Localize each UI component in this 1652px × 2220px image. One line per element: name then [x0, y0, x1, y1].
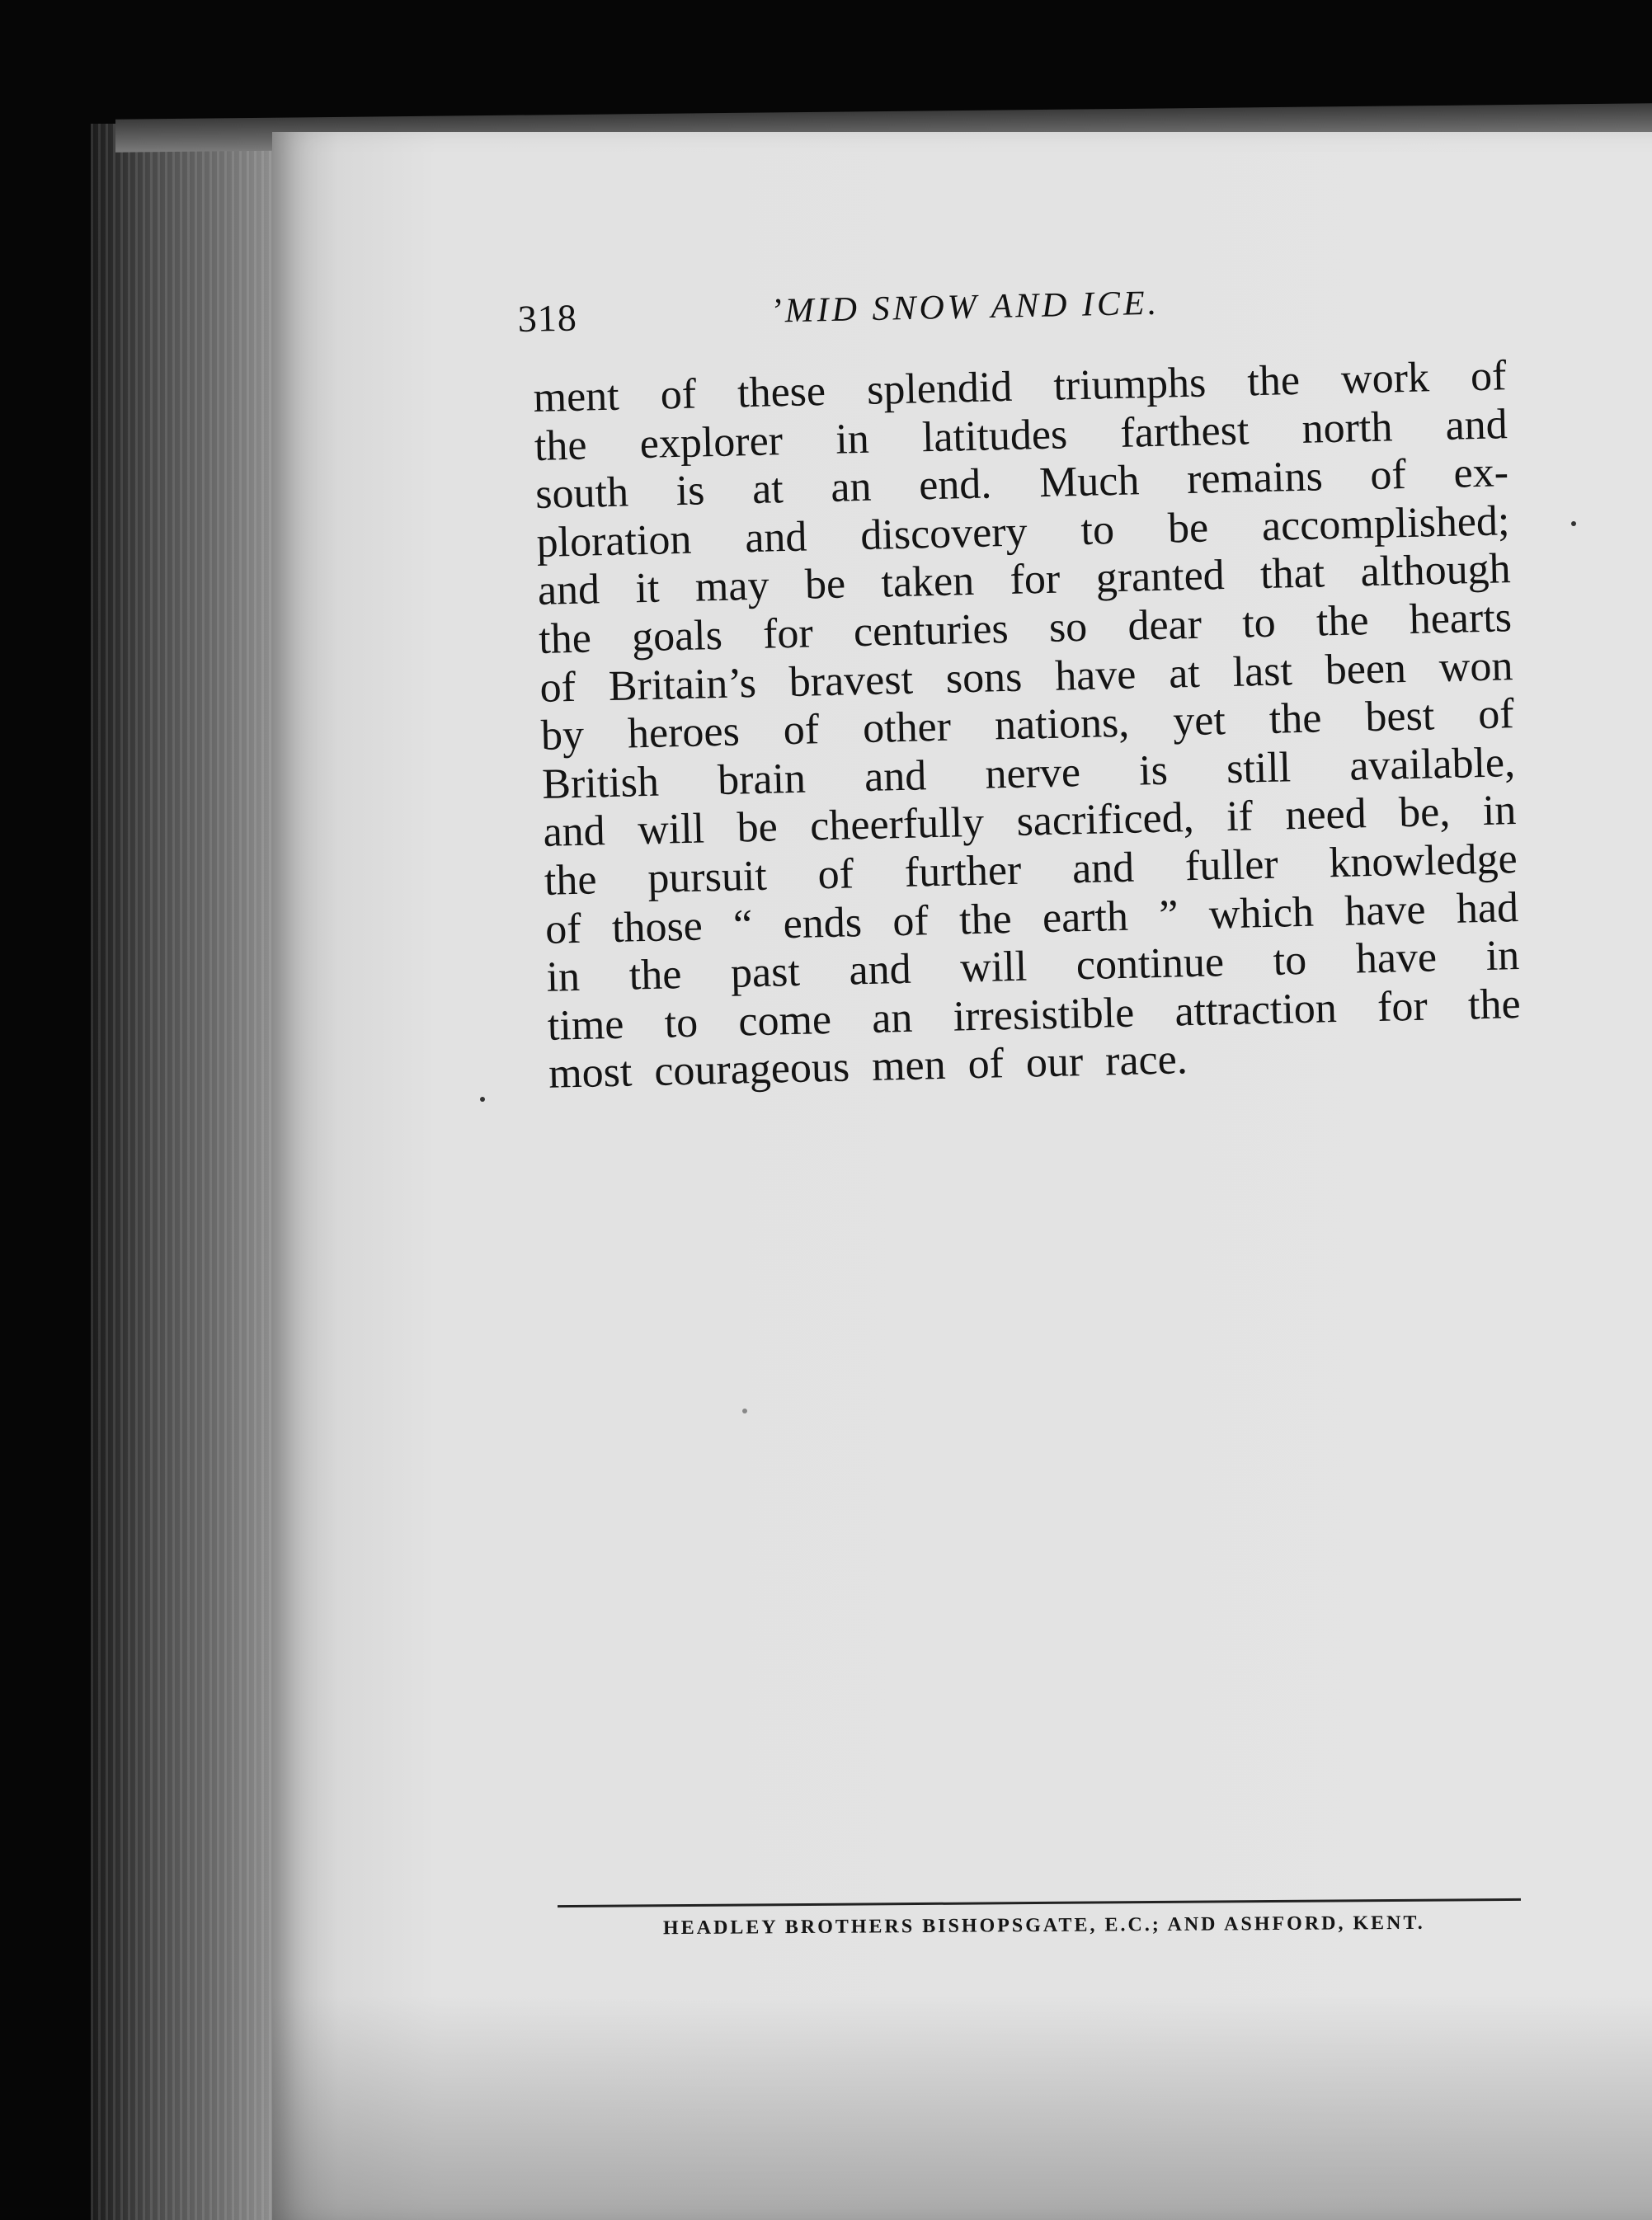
- word: ex-: [1452, 449, 1509, 497]
- word: and: [542, 807, 606, 857]
- word: for: [1009, 555, 1061, 604]
- word: may: [694, 562, 770, 611]
- word: still: [1226, 744, 1292, 793]
- word: Much: [1038, 457, 1141, 507]
- word: ”: [1158, 891, 1179, 939]
- word: the: [544, 856, 598, 905]
- word: in: [545, 953, 581, 1001]
- word: British: [541, 758, 660, 808]
- word: accomplished;: [1261, 496, 1510, 550]
- word: to: [1273, 937, 1307, 985]
- word: have: [1355, 934, 1438, 983]
- word: an: [830, 463, 873, 512]
- word: granted: [1095, 552, 1226, 602]
- scan-speck: [480, 1097, 485, 1102]
- word: and: [864, 752, 927, 801]
- word: of: [544, 905, 582, 953]
- word: Britain’s: [608, 659, 757, 710]
- body-line: most courageous men of our race.: [548, 1036, 1188, 1098]
- word: be: [737, 803, 779, 852]
- word: for: [762, 609, 814, 658]
- word: is: [1138, 746, 1169, 795]
- word: need: [1284, 790, 1367, 840]
- word: have: [1344, 886, 1427, 935]
- word: nations,: [994, 698, 1130, 750]
- word: ploration: [535, 515, 692, 567]
- word: and: [1071, 844, 1135, 893]
- word: at: [1168, 649, 1201, 698]
- word: earth: [1042, 892, 1129, 942]
- word: other: [862, 703, 952, 753]
- word: of: [1369, 451, 1407, 500]
- word: the: [1246, 356, 1301, 406]
- book-spine-edge: [91, 124, 297, 2220]
- word: centuries: [853, 604, 1010, 656]
- scan-speck: [1571, 521, 1576, 526]
- word: of: [1477, 690, 1515, 739]
- word: pursuit: [647, 852, 768, 902]
- body-paragraph: [533, 352, 1523, 1098]
- word: farthest: [1119, 406, 1250, 457]
- word: north: [1301, 402, 1393, 453]
- page-number: 318: [517, 296, 578, 340]
- word: yet: [1172, 697, 1226, 745]
- word: of: [783, 706, 820, 755]
- word: remains: [1186, 453, 1324, 504]
- word: triumphs: [1052, 359, 1207, 410]
- word: for: [1377, 982, 1428, 1031]
- word: sacrificed,: [1015, 794, 1195, 846]
- word: the: [534, 421, 588, 470]
- word: explorer: [639, 416, 784, 468]
- word: the: [1315, 597, 1370, 646]
- word: in: [1482, 787, 1517, 835]
- word: work: [1340, 354, 1430, 403]
- word: in: [835, 415, 870, 463]
- word: the: [1268, 694, 1322, 744]
- word: nerve: [984, 748, 1081, 798]
- word: have: [1054, 651, 1137, 700]
- word: of: [539, 663, 577, 712]
- word: ends: [783, 898, 863, 948]
- word: the: [538, 614, 592, 663]
- word: further: [904, 846, 1022, 896]
- word: goals: [631, 611, 723, 661]
- word: won: [1438, 642, 1513, 691]
- word: heroes: [627, 708, 741, 758]
- word: be,: [1398, 788, 1451, 837]
- word: which: [1208, 888, 1315, 938]
- word: by: [540, 711, 585, 760]
- word: sons: [945, 653, 1023, 703]
- word: be: [804, 560, 846, 609]
- word: those: [611, 902, 704, 952]
- page-shadow: [272, 1996, 1652, 2220]
- word: will: [637, 805, 705, 854]
- word: taken: [880, 557, 975, 607]
- scan-speck: [742, 1409, 747, 1413]
- word: and: [848, 945, 912, 995]
- word: be: [1167, 504, 1209, 553]
- word: “: [732, 901, 753, 949]
- word: to: [1241, 599, 1277, 647]
- word: cheerfully: [809, 799, 985, 850]
- word: is: [675, 467, 706, 515]
- word: been: [1325, 644, 1407, 694]
- word: and: [1444, 400, 1508, 449]
- word: had: [1456, 883, 1519, 933]
- word: hearts: [1409, 594, 1513, 643]
- word: come: [737, 995, 832, 1046]
- word: latitudes: [921, 410, 1068, 461]
- word: although: [1359, 545, 1512, 596]
- word: an: [871, 994, 914, 1042]
- word: brain: [717, 755, 807, 804]
- word: in: [1485, 932, 1520, 981]
- word: if: [1226, 793, 1254, 841]
- word: the: [628, 951, 682, 999]
- word: last: [1231, 647, 1293, 696]
- word: knowledge: [1328, 835, 1518, 887]
- word: at: [751, 465, 784, 514]
- word: these: [737, 367, 826, 417]
- word: of: [660, 370, 697, 419]
- word: that: [1259, 549, 1325, 599]
- word: the: [958, 895, 1013, 943]
- running-title: ’MID SNOW AND ICE.: [770, 284, 1160, 331]
- printer-imprint: HEADLEY BROTHERS BISHOPSGATE, E.C.; AND ASHFORD, KENT.: [662, 1912, 1425, 1940]
- word: of: [1470, 352, 1507, 401]
- word: best: [1364, 692, 1435, 741]
- word: will: [959, 943, 1028, 992]
- word: to: [1080, 506, 1115, 554]
- word: and: [744, 513, 808, 562]
- word: dear: [1127, 600, 1203, 650]
- word: bravest: [788, 656, 914, 706]
- word: past: [730, 948, 801, 997]
- word: south: [534, 468, 629, 519]
- word: of: [817, 850, 854, 899]
- word: attraction: [1174, 984, 1338, 1036]
- word: irresistible: [953, 989, 1135, 1041]
- word: available,: [1348, 738, 1516, 790]
- word: ment: [533, 372, 620, 421]
- word: the: [1467, 980, 1522, 1029]
- word: of: [892, 896, 930, 945]
- word: so: [1048, 603, 1088, 651]
- word: end.: [918, 460, 992, 510]
- word: splendid: [866, 363, 1013, 414]
- word: time: [547, 1000, 624, 1050]
- word: continue: [1075, 938, 1225, 990]
- word: to: [663, 999, 699, 1047]
- word: discovery: [859, 508, 1028, 559]
- word: fuller: [1184, 840, 1279, 891]
- word: and: [537, 566, 600, 615]
- word: it: [634, 564, 661, 613]
